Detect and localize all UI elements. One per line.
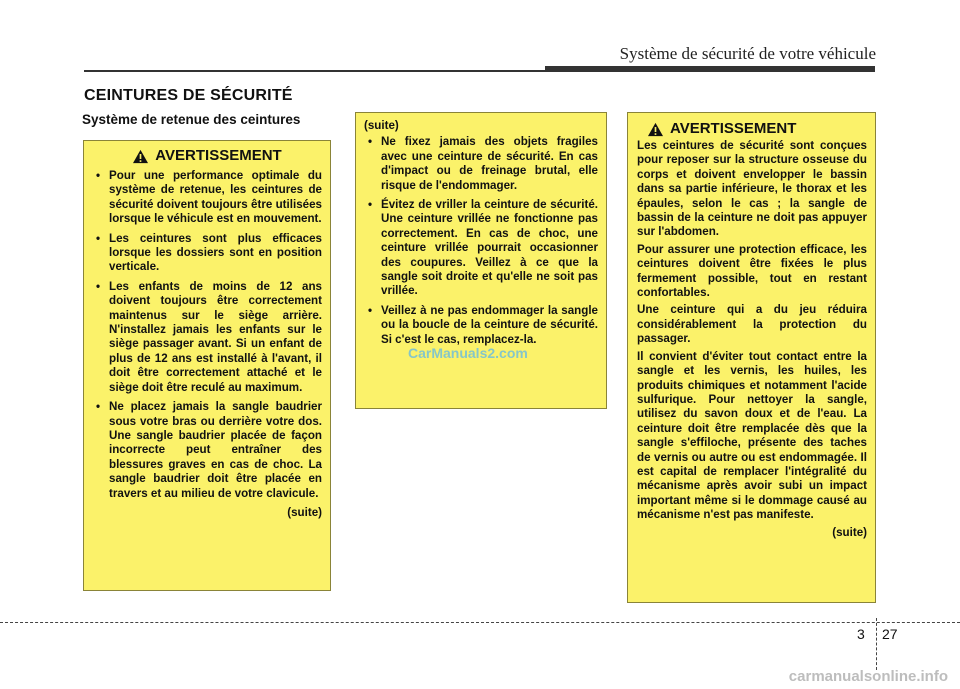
warning-paragraph: Il convient d'éviter tout contact entre la sangle et les vernis, les huiles, les produits chimiques et notamment l'acide sulfurique. Pour nettoyer la sangle, utilisez du savon doux et de l'eau. La ceinture doit être remplacée dès que la sangle s'effiloche, présente des taches de vernis ou autre ou est endommagée. Il est capital de remplacer l'intégralité du mécanisme après avoir subi un impact important même si le dommage causé au mécanisme n'est pas manifeste. <box>637 349 867 522</box>
list-item: • Les enfants de moins de 12 ans doivent toujours être correctement maintenus sur le siège arrière. N'installez jamais les enfants sur le siège passager avant. Si un enfant de plus de 12 ans est installé à l'avant, il doit être correctement attaché et le siège doit être reculé au maximum. <box>96 280 322 395</box>
warning-heading <box>637 122 867 137</box>
list-item: • Ne fixez jamais des objets fragiles avec une ceinture de sécurité. En cas d'impact ou de freinage brutal, elle risque de l'endommager. <box>368 135 598 193</box>
warning-list <box>364 135 598 347</box>
warning-triangle-icon <box>647 122 664 137</box>
list-item: • Pour une performance optimale du système de retenue, les ceintures de sécurité doivent toujours être utilisées lorsque le véhicule est en mouvement. <box>96 169 322 227</box>
page-number: 27 <box>882 626 898 642</box>
list-item: • Les ceintures sont plus efficaces lorsque les dossiers sont en position verticale. <box>96 232 322 275</box>
continued-label: (suite) <box>832 525 867 539</box>
warning-heading-text: AVERTISSEMENT <box>155 147 282 165</box>
warning-paragraph: Pour assurer une protection efficace, les ceintures doivent être fixées le plus fermement possible, tout en restant confortables. <box>637 242 867 300</box>
site-footer-link[interactable]: carmanualsonline.info <box>788 668 948 685</box>
section-subtitle: Système de retenue des ceintures <box>82 112 301 127</box>
warning-box-3 <box>627 112 876 603</box>
warning-triangle-icon <box>132 149 149 164</box>
warning-heading-text: AVERTISSEMENT <box>670 120 797 138</box>
warning-heading <box>92 149 322 164</box>
warning-box-1 <box>83 140 331 591</box>
page-number-divider <box>876 618 877 670</box>
chapter-title: Système de sécurité de votre véhicule <box>619 44 876 63</box>
header-rule-thick <box>545 66 875 72</box>
watermark: CarManuals2.com <box>408 345 528 361</box>
chapter-number: 3 <box>857 626 865 642</box>
list-item: • Ne placez jamais la sangle baudrier sous votre bras ou derrière votre dos. Une sangle baudrier placée de façon incorrecte peut entraîner des blessures graves en cas de choc. La sangle baudrier doit être placée en travers et au milieu de votre clavicule. <box>96 400 322 501</box>
warning-paragraph: Les ceintures de sécurité sont conçues pour reposer sur la structure osseuse du corps et doivent envelopper le bassin dans sa partie inférieure, le thorax et les épaules, selon le cas ; la sangle de bassin de la ceinture ne doit pas appuyer sur l'abdomen. <box>637 139 867 239</box>
list-item: • Évitez de vriller la ceinture de sécurité. Une ceinture vrillée ne fonctionne pas correctement. En cas de choc, une ceinture vrillée pourrait occasionner des coupures. Veillez à ce que la sangle soit droite et qu'elle ne soit pas vrillée. <box>368 198 598 299</box>
warning-box-2 <box>355 112 607 409</box>
warning-list <box>92 169 322 501</box>
warning-paragraph: Une ceinture qui a du jeu réduira considérablement la protection du passager. <box>637 303 867 346</box>
continued-label: (suite) <box>287 505 322 519</box>
continued-label: (suite) <box>364 119 399 132</box>
section-title: CEINTURES DE SÉCURITÉ <box>84 87 293 104</box>
list-item: • Veillez à ne pas endommager la sangle ou la boucle de la ceinture de sécurité. Si c'est le cas, remplacez-la. <box>368 304 598 347</box>
footer-rule <box>0 622 960 623</box>
